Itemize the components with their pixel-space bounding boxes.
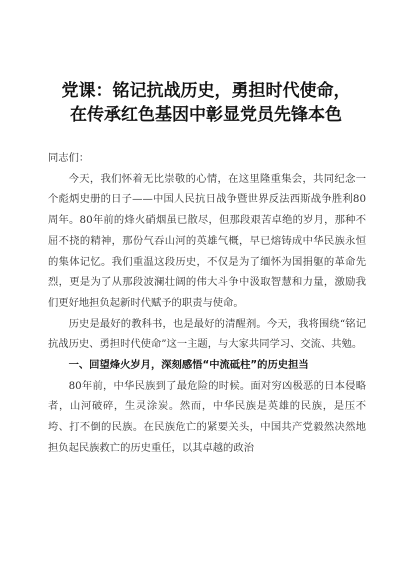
- body-paragraph: 80年前，中华民族到了最危险的时候。面对穷凶极恶的日本侵略者，山河破碎，生灵涂炭。然而，中华民族是英雄的民族，是压不垮、打不倒的民族。在民族危亡的紧要关头，中国共产党毅然决然地担负起民族救亡的历史重任，以其卓越的政治: [48, 379, 366, 454]
- body-paragraph: 今天，我们怀着无比崇敬的心情，在这里隆重集会，共同纪念一个彪炳史册的日子——中国人民抗日战争暨世界反法西斯战争胜利80周年。80年前的烽火硝烟虽已散尽，但那段艰苦卓绝的岁月，那种不屈不挠的精神，那份气吞山河的英雄气概，早已熔铸成中华民族永恒的集体记忆。我们重温这段历史，不仅是为了缅怀为国捐躯的革命先烈，更是为了从那段波澜壮阔的伟大斗争中汲取智慧和力量，激励我们更好地担负起新时代赋予的职责与使命。: [48, 172, 366, 309]
- document-title-line-2: 在传承红色基因中彰显党员先锋本色: [70, 105, 342, 125]
- section-heading: 一、回望烽火岁月，深刻感悟“中流砥柱”的历史担当: [68, 359, 309, 372]
- salutation: 同志们：: [48, 152, 90, 164]
- document-title-line-1: 党课：铭记抗战历史，勇担时代使命，: [61, 81, 351, 101]
- document-body: [48, 148, 366, 459]
- body-paragraph: 历史是最好的教科书，也是最好的清醒剂。今天，我将围绕“铭记抗战历史、勇担时代使命”这一主题，与大家共同学习、交流、共勉。: [48, 317, 366, 351]
